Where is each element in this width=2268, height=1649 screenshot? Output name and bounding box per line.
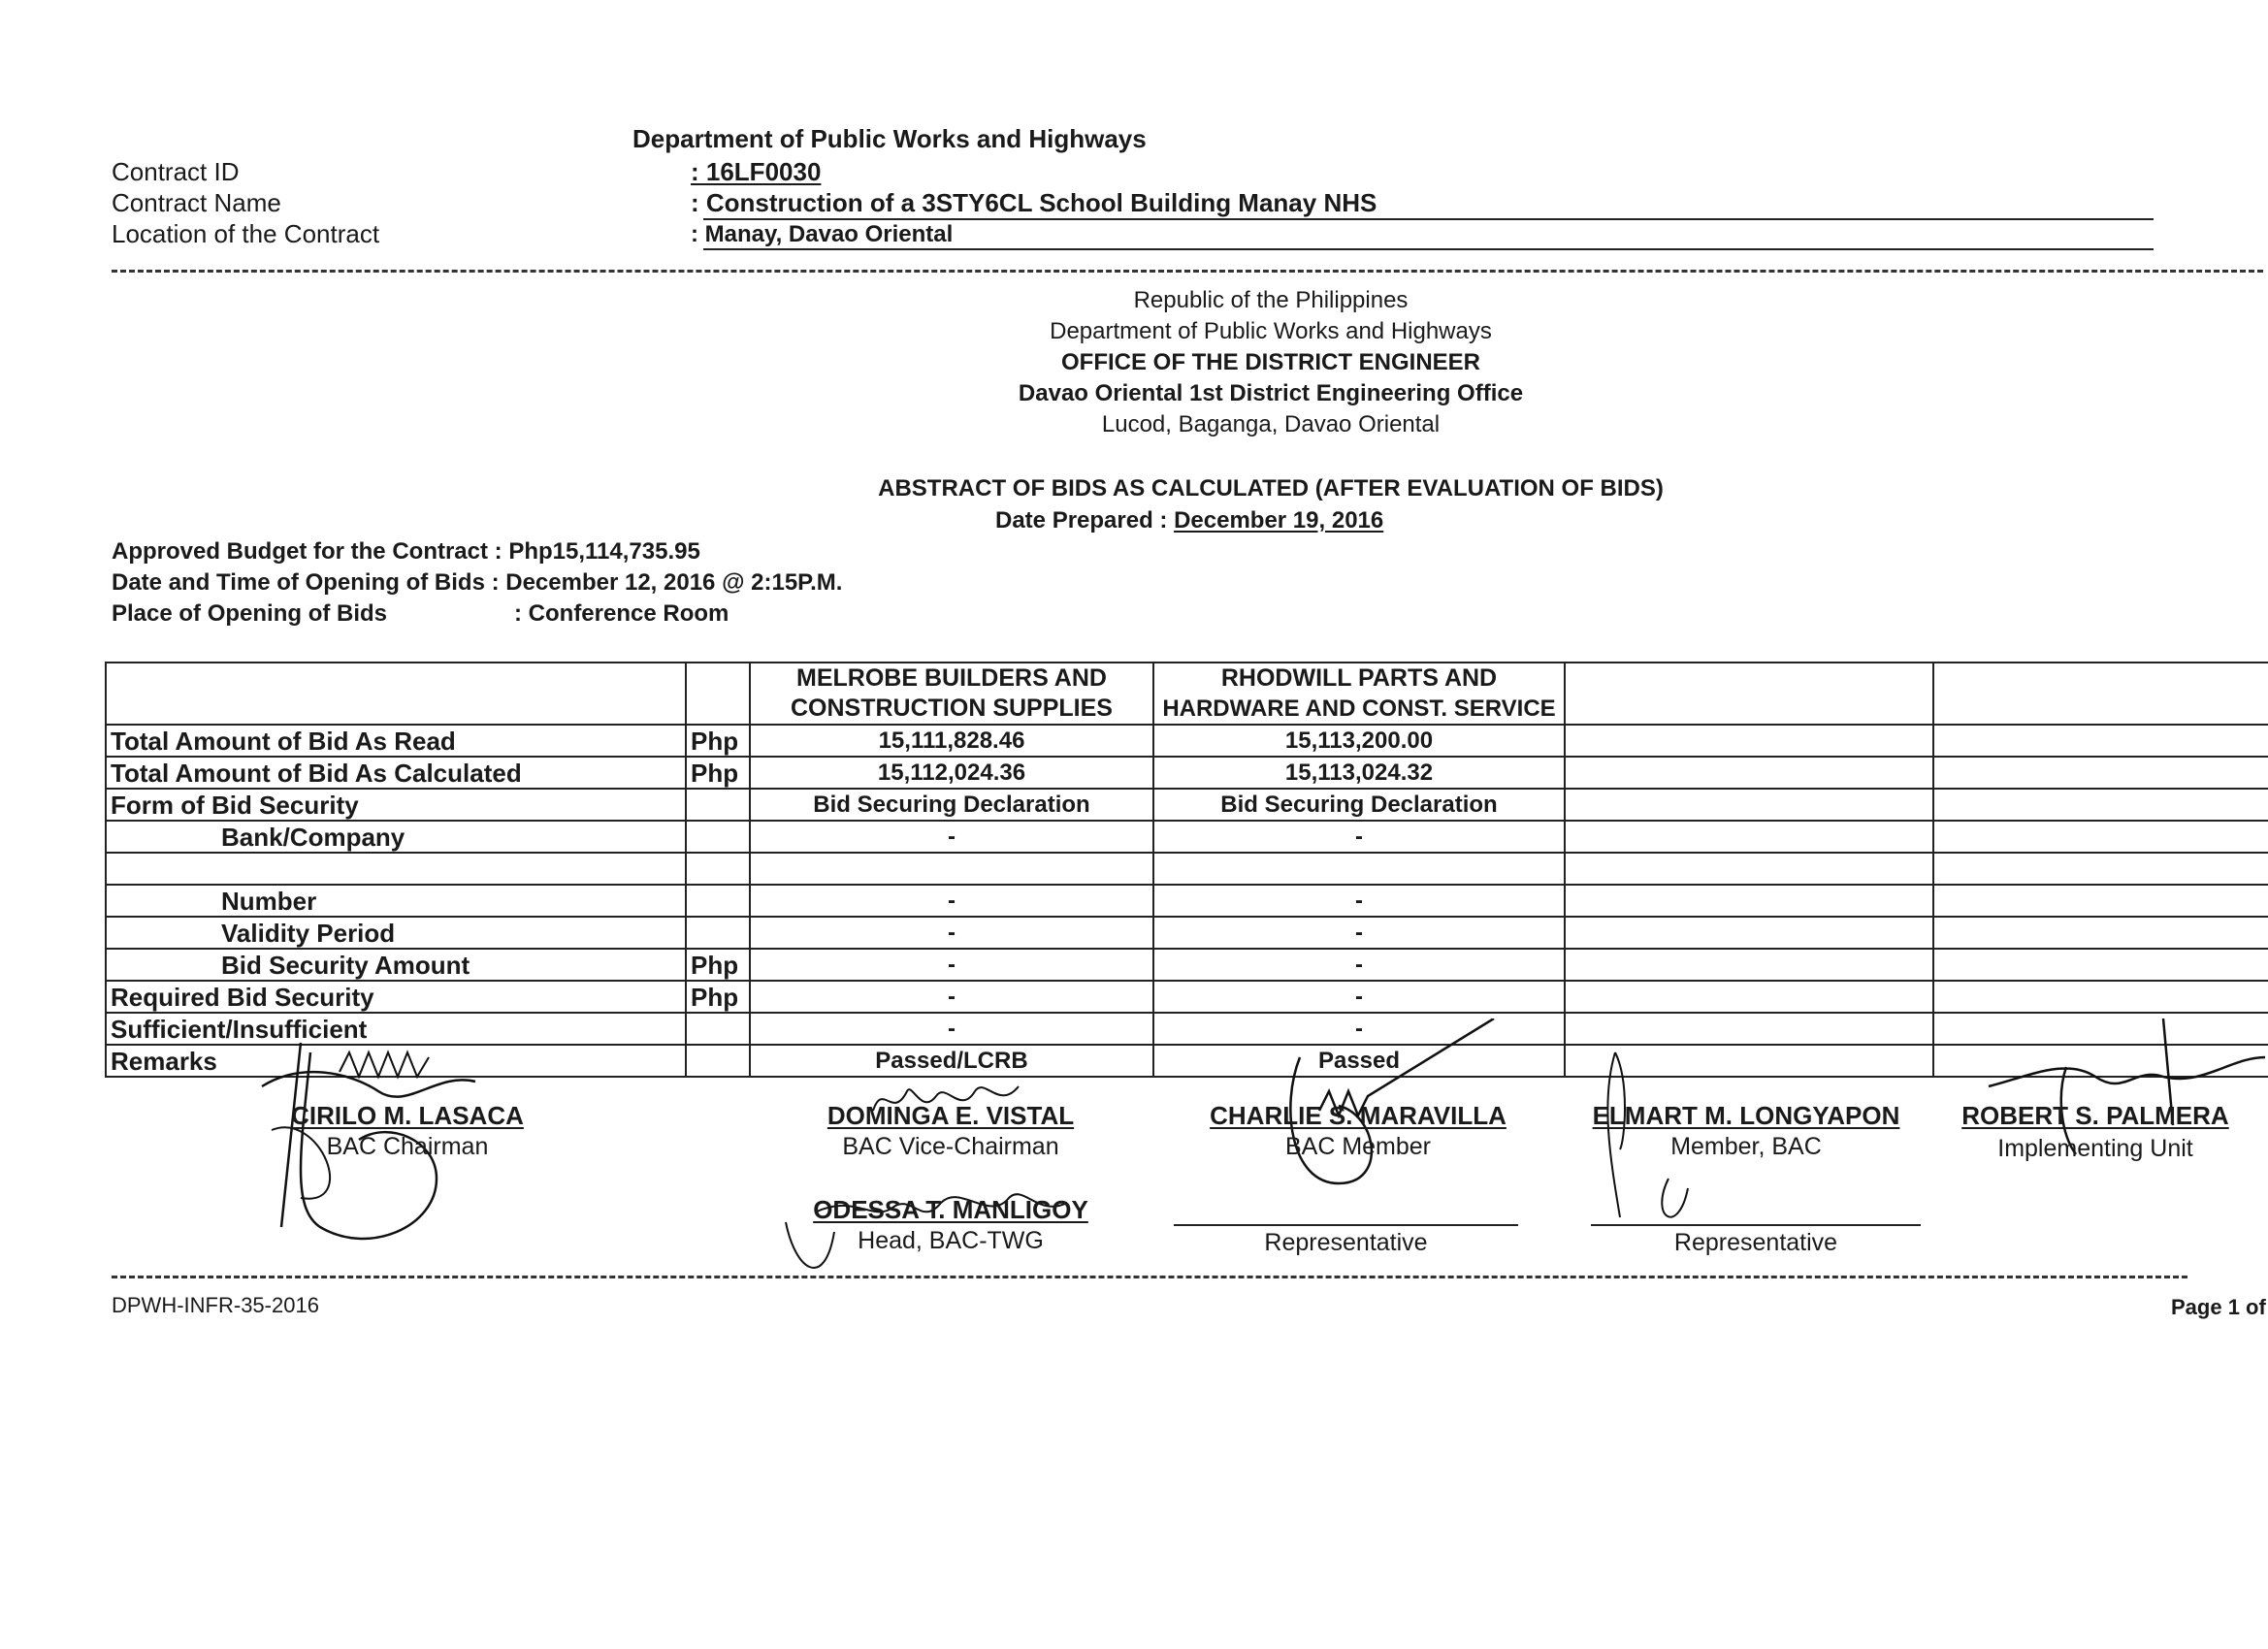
page-number: Page 1 of [2171,1295,2266,1319]
row-bidder-1-value: - [750,949,1153,981]
opening-label: Date and Time of Opening of Bids : [112,569,500,596]
rep-2-label: Representative [1673,1229,1838,1256]
footer-divider [112,1276,2187,1278]
form-code: DPWH-INFR-35-2016 [112,1293,319,1317]
abstract-title: ABSTRACT OF BIDS AS CALCULATED (AFTER EVALUATION OF BIDS) [878,475,1664,501]
row-bidder-3-value [1565,757,1933,789]
row-bidder-4-value [1933,725,2268,757]
implementing-unit-title: Implementing Unit [1997,1135,2193,1162]
row-bidder-4-value [1933,853,2268,885]
row-bidder-4-value [1933,821,2268,853]
row-bidder-3-value [1565,917,1933,949]
office-line-5: Lucod, Baganga, Davao Oriental [1101,411,1441,437]
bidder-2-header [1153,663,1565,725]
member-1-title: BAC Member [1284,1133,1432,1160]
bidder-1-line-1: MELROBE BUILDERS AND [796,664,1107,692]
row-label: Bank/Company [106,821,686,853]
row-currency: Php [686,949,750,981]
row-bidder-4-value [1933,981,2268,1013]
row-bidder-1-value: Passed/LCRB [750,1045,1153,1077]
bidder-1-line-2: CONSTRUCTION SUPPLIES [791,695,1113,722]
row-currency [686,789,750,821]
row-bidder-1-value: - [750,821,1153,853]
bidder-1-header [750,663,1153,725]
row-bidder-3-value [1565,1045,1933,1077]
row-bidder-2-value: - [1153,949,1565,981]
row-bidder-1-value: - [750,885,1153,917]
date-prepared [995,507,1383,534]
row-bidder-3-value [1565,821,1933,853]
row-bidder-4-value [1933,1013,2268,1045]
row-currency [686,1013,750,1045]
office-line-3: OFFICE OF THE DISTRICT ENGINEER [1060,349,1480,375]
implementing-unit-name: ROBERT S. PALMERA [1961,1101,2229,1130]
contract-name-value: : Construction of a 3STY6CL School Building Manay NHS [691,188,1377,217]
table-row [106,725,2268,757]
contract-id-label: Contract ID [112,157,240,186]
row-label: Total Amount of Bid As Calculated [106,757,686,789]
row-bidder-3-value [1565,789,1933,821]
table-row [106,757,2268,789]
row-label: Required Bid Security [106,981,686,1013]
row-bidder-2-value: - [1153,1013,1565,1045]
date-prepared-label: Date Prepared : [995,507,1168,534]
row-label: Total Amount of Bid As Read [106,725,686,757]
office-line-2: Department of Public Works and Highways [1050,318,1492,344]
table-row [106,885,2268,917]
row-currency: Php [686,757,750,789]
row-label: Remarks [106,1045,686,1077]
bidder-4-header [1933,663,2268,725]
table-header-row [106,663,2268,725]
row-bidder-1-value: - [750,917,1153,949]
bidder-2-line-1: RHODWILL PARTS AND [1220,664,1498,692]
abc-line [112,538,700,566]
row-bidder-4-value [1933,885,2268,917]
place-value: : Conference Room [514,600,729,627]
twg-head-title: Head, BAC-TWG [858,1227,1044,1254]
row-bidder-1-value [750,853,1153,885]
table-row [106,917,2268,949]
row-bidder-2-value: - [1153,885,1565,917]
row-bidder-1-value: Bid Securing Declaration [750,789,1153,821]
row-bidder-1-value: 15,112,024.36 [750,757,1153,789]
row-bidder-3-value [1565,885,1933,917]
row-bidder-2-value: 15,113,024.32 [1153,757,1565,789]
rep-1-label: Representative [1264,1229,1428,1256]
row-bidder-1-value: - [750,1013,1153,1045]
row-currency [686,885,750,917]
row-bidder-3-value [1565,725,1933,757]
vice-chairman-title: BAC Vice-Chairman [842,1133,1059,1160]
office-line-4: Davao Oriental 1st District Engineering Office [1018,380,1524,406]
row-bidder-3-value [1565,1013,1933,1045]
agency-title: Department of Public Works and Highways [632,124,1147,153]
member-2-name: ELMART M. LONGYAPON [1592,1101,1900,1130]
row-bidder-2-value: 15,113,200.00 [1153,725,1565,757]
opening-value: December 12, 2016 @ 2:15P.M. [505,569,843,596]
place-label: Place of Opening of Bids [112,600,388,627]
row-currency [686,853,750,885]
chairman-name: CIRILO M. LASACA [291,1101,524,1130]
contract-name-label: Contract Name [112,188,281,217]
row-bidder-4-value [1933,789,2268,821]
row-bidder-2-value: Bid Securing Declaration [1153,789,1565,821]
row-label: Sufficient/Insufficient [106,1013,686,1045]
row-currency [686,821,750,853]
table-row [106,789,2268,821]
bidder-2-line-2: HARDWARE AND CONST. SERVICE [1162,695,1556,722]
row-bidder-3-value [1565,981,1933,1013]
row-bidder-2-value [1153,853,1565,885]
table-row [106,1013,2268,1045]
table-row [106,1045,2268,1077]
row-bidder-2-value: - [1153,917,1565,949]
row-bidder-4-value [1933,949,2268,981]
header-blank-cell [106,663,686,725]
row-label: Validity Period [106,917,686,949]
row-currency [686,1045,750,1077]
member-1-name: CHARLIE S. MARAVILLA [1210,1101,1507,1130]
row-bidder-3-value [1565,853,1933,885]
chairman-title: BAC Chairman [326,1133,489,1160]
rep-1-signature-line [1174,1224,1518,1226]
row-bidder-1-value: 15,111,828.46 [750,725,1153,757]
table-row [106,949,2268,981]
office-line-1: Republic of the Philippines [1133,287,1409,313]
abc-value: Php15,114,735.95 [508,538,700,565]
row-currency [686,917,750,949]
row-label: Bid Security Amount [106,949,686,981]
opening-line [112,569,842,597]
row-bidder-1-value: - [750,981,1153,1013]
row-currency: Php [686,725,750,757]
office-block [834,285,1707,440]
member-2-title: Member, BAC [1670,1133,1822,1160]
row-bidder-2-value: Passed [1153,1045,1565,1077]
contract-name-underline [703,218,2154,220]
row-bidder-4-value [1933,917,2268,949]
table-row [106,853,2268,885]
row-label [106,853,686,885]
row-bidder-3-value [1565,949,1933,981]
table-row [106,821,2268,853]
row-bidder-4-value [1933,757,2268,789]
row-label: Number [106,885,686,917]
twg-head-name: ODESSA T. MANLIGOY [813,1195,1088,1224]
row-bidder-2-value: - [1153,821,1565,853]
bidder-3-header [1565,663,1933,725]
row-bidder-2-value: - [1153,981,1565,1013]
row-bidder-4-value [1933,1045,2268,1077]
date-prepared-value: December 19, 2016 [1174,507,1384,534]
bids-table [105,662,2268,1078]
header-currency-cell [686,663,750,725]
contract-id-value: : 16LF0030 [691,157,822,186]
rep-2-signature-line [1591,1224,1921,1226]
location-label: Location of the Contract [112,219,380,248]
table-row [106,981,2268,1013]
location-value: : Manay, Davao Oriental [691,221,954,247]
row-label: Form of Bid Security [106,789,686,821]
row-currency: Php [686,981,750,1013]
abc-label: Approved Budget for the Contract : [112,538,502,565]
vice-chairman-name: DOMINGA E. VISTAL [826,1101,1075,1130]
header-divider [112,270,2263,273]
location-underline [703,248,2154,250]
